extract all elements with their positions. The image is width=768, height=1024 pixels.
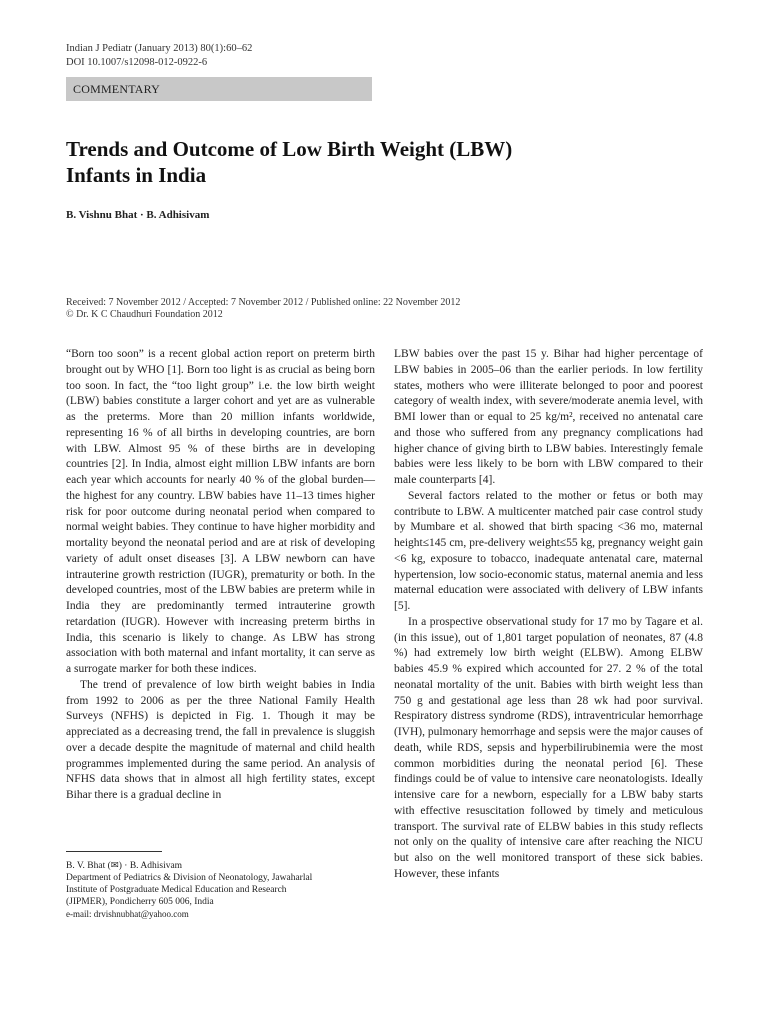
affiliation-email[interactable]: e-mail: drvishnubhat@yahoo.com [66, 909, 189, 919]
title-line-2: Infants in India [66, 162, 207, 187]
right-column [394, 347, 703, 883]
paragraph: Several factors related to the mother or fetus or both may contribute to LBW. A multicenter matched pair case control study by Mumbare et al. showed that birth spacing <36 mo, maternal height≤145 cm, pre-delivery weight≤55 kg, pregnancy weight gain <6 kg, exposure to tobacco, inadequate antenatal care, maternal hypertension, low socio-economic status, maternal anemia and less maternal education were associated with delivery of LBW infants [5]. [394, 489, 703, 612]
paragraph: The trend of prevalence of low birth weight babies in India from 1992 to 2006 as per the three National Family Health Surveys (NFHS) is depicted in Fig. 1. Though it may be appreciated as a decreasing trend, the fall in prevalence is sluggish over a decade despite the magnitude of maternal and child health programmes implemented during the same period. An analysis of NFHS data shows that in almost all high fertility states, except Bihar there is a gradual decline in [66, 678, 375, 801]
affiliation-institute: Institute of Postgraduate Medical Education and Research [66, 885, 287, 895]
paragraph: In a prospective observational study for 17 mo by Tagare et al. (in this issue), out of 1,801 target population of neonates, 87 (4.8 %) had extremely low birth weight (ELBW). Among ELBW babies 45.9 % expired which accounted for 27. 2 % of the total neonatal mortality of the unit. Babies with birth weight less than 750 g and gestational age less than 28 wk had poor survival. Respiratory distress syndrome (RDS), intraventricular hemorrhage (IVH), pulmonary hemorrhage and sepsis were the major causes of death, while RDS, sepsis and hyperbilirubinemia were the most common morbidities during the neonatal period [6]. These findings could be of value to intensive care neonatologists. Ideally intensive care for a newborn, especially for a LBW baby starts with effective resuscitation followed by timely and meticulous transport. The survival rate of ELBW babies in this study reflects not only on the quality of intensive care after reaching the NICU but also on the well monitored transport of these sick babies. However, these infants [394, 615, 703, 880]
section-banner [66, 77, 372, 101]
title-line-1: Trends and Outcome of Low Birth Weight (LBW) [66, 137, 513, 161]
author-affiliation [66, 860, 375, 920]
journal-reference: Indian J Pediatr (January 2013) 80(1):60–62 [66, 43, 253, 54]
doi: DOI 10.1007/s12098-012-0922-6 [66, 57, 208, 68]
article-title [66, 137, 626, 188]
paragraph: LBW babies over the past 15 y. Bihar had higher percentage of LBW babies in 2005–06 than the earlier periods. In low fertility states, mothers who were illiterate belonged to poor and poorest category of wealth index, with severe/moderate anemia level, with BMI lower than or equal to 25 kg/m², received no antenatal care and those who suffered from any pregnancy complications had higher chance of giving birth to LBW babies. Interestingly female babies were less likely to be born with LBW compared to their male counterparts [4]. [394, 348, 703, 486]
footnote-divider [66, 851, 162, 852]
left-column [66, 347, 375, 804]
copyright-notice: © Dr. K C Chaudhuri Foundation 2012 [66, 309, 223, 320]
affiliation-authors: B. V. Bhat (✉) · B. Adhisivam [66, 861, 183, 871]
affiliation-address: (JIPMER), Pondicherry 605 006, India [66, 897, 214, 907]
publication-dates: Received: 7 November 2012 / Accepted: 7 November 2012 / Published online: 22 November 2012 [66, 297, 461, 308]
affiliation-department: Department of Pediatrics & Division of Neonatology, Jawaharlal [66, 873, 313, 883]
paragraph: “Born too soon” is a recent global action report on preterm birth brought out by WHO [1]. Born too light is as crucial as being born too soon. In fact, the “too light group” i.e. the low birth weight (LBW) babies constitute a larger cohort and yet are as vulnerable as the preterms. More than 20 million infants worldwide, representing 16 % of all births in developing countries, are born with LBW. Almost 95 % of these births are in developing countries [2]. In India, almost eight million LBW infants are born each year which accounts for nearly 40 % of the global burden—the highest for any country. LBW babies have 11–13 times higher risk for poor outcome during neonatal period when compared to normal weight babies. They continue to have higher morbidity and mortality beyond the neonatal period and are at risk of developing variety of adult onset diseases [3]. A LBW newborn can have intrauterine growth restriction (IUGR), prematurity or both. In the developed countries, most of the LBW babies are preterm while in India they are predominantly termed intrauterine growth retardation (IUGR). However with increasing preterm births in India, this scenario is likely to change. As LBW has strong association with both maternal and infant mortality, it can serve as a surrogate marker for both these indices. [66, 348, 375, 675]
section-label: COMMENTARY [73, 82, 161, 96]
author-list: B. Vishnu Bhat · B. Adhisivam [66, 209, 210, 221]
